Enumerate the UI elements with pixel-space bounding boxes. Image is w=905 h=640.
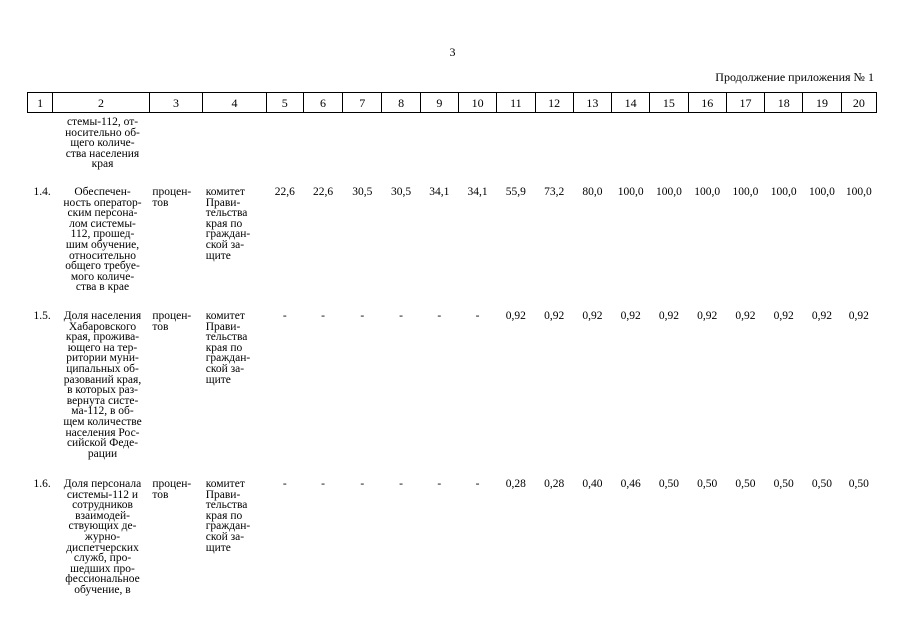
value-cell-col-16: 100,0: [694, 186, 721, 198]
value-cell-col-10: -: [475, 310, 480, 322]
column-header-19: 19: [803, 93, 841, 113]
value-cell-col-9: -: [437, 310, 442, 322]
unit-cell: процен- тов: [152, 186, 192, 209]
value-cell-col-10: -: [475, 478, 480, 490]
column-header-3: 3: [149, 93, 202, 113]
indicator-name-cell: Доля населения Хабаровского края, прожива- ющего на тер- ритории муни- ципальных об- разований края, в которых раз- вернута систе- ма-112, в об- щем количестве населения Рос- сийской Феде- рации: [63, 310, 142, 460]
value-cell-col-6: 22,6: [312, 186, 334, 198]
row-index-cell: [28, 113, 53, 188]
value-cell-col-15: 0,92: [658, 310, 679, 322]
column-header-20: 20: [841, 93, 876, 113]
column-header-1: 1: [28, 93, 53, 113]
column-header-8: 8: [382, 93, 420, 113]
value-cell-col-5: 22,6: [274, 186, 295, 198]
value-cell-col-16: 0,92: [697, 310, 718, 322]
table-row: [28, 187, 877, 311]
page-number: 3: [449, 45, 456, 59]
responsible-cell: комитет Прави- тельства края по граждан- ской за- щите: [205, 310, 251, 386]
value-cell-col-20: 0,92: [848, 310, 869, 322]
value-cell-col-15: 0,50: [658, 478, 679, 490]
value-cell-col-7: 30,5: [352, 186, 373, 198]
value-cell-col-5: -: [282, 310, 287, 322]
column-header-18: 18: [765, 93, 803, 113]
value-cell-col-14: 0,92: [620, 310, 641, 322]
value-cell-col-18: 0,92: [773, 310, 794, 322]
column-header-2: 2: [53, 93, 150, 113]
column-header-10: 10: [458, 93, 496, 113]
row-index-cell: 1.6.: [33, 478, 51, 490]
table-row: [28, 479, 877, 604]
value-cell-col-6: -: [321, 310, 325, 322]
column-header-5: 5: [266, 93, 303, 113]
value-cell-col-19: 100,0: [809, 186, 835, 198]
column-number-header-row: [28, 93, 877, 113]
value-cell-col-17: 0,92: [735, 310, 756, 322]
indicator-name-cell: Доля персонала системы-112 и сотрудников взаимодей- ствующих де- журно- диспетчерских служб, про- шедших про- фессиональное обучение, в: [63, 478, 142, 596]
unit-cell: процен- тов: [152, 478, 192, 501]
unit-cell: процен- тов: [152, 310, 192, 333]
indicator-name-cell: Обеспечен- ность оператор- ским персона- лом системы- 112, прошед- шим обучение, относительно общего требуе- мого количе- ства в крае: [63, 186, 142, 294]
value-cell-col-20: 0,50: [848, 478, 869, 490]
value-cell-col-20: 100,0: [845, 186, 872, 198]
value-cell-col-14: 100,0: [617, 186, 644, 198]
value-cell-col-7: -: [360, 310, 365, 322]
value-cell-col-15: 100,0: [655, 186, 682, 198]
value-cell-col-11: 0,92: [505, 310, 526, 322]
value-cell-col-17: 100,0: [732, 186, 759, 198]
column-header-14: 14: [612, 93, 650, 113]
value-cell-col-11: 55,9: [505, 186, 526, 198]
table-row-continued: [28, 113, 877, 188]
column-header-12: 12: [535, 93, 573, 113]
column-header-6: 6: [303, 93, 342, 113]
column-header-7: 7: [343, 93, 382, 113]
indicators-table: [27, 92, 877, 604]
value-cell-col-13: 0,40: [582, 478, 603, 490]
indicator-name-cell: стемы-112, от- носительно об- щего количе- ства населения края: [65, 116, 140, 171]
value-cell-col-13: 80,0: [582, 186, 603, 198]
row-index-cell: 1.4.: [33, 186, 51, 198]
value-cell-col-18: 0,50: [773, 478, 794, 490]
column-header-4: 4: [203, 93, 266, 113]
row-index-cell: 1.5.: [33, 310, 51, 322]
column-header-9: 9: [420, 93, 458, 113]
value-cell-col-11: 0,28: [505, 478, 526, 490]
value-cell-col-8: 30,5: [391, 186, 412, 198]
column-header-15: 15: [650, 93, 688, 113]
value-cell-col-6: -: [321, 478, 325, 490]
value-cell-col-10: 34,1: [467, 186, 488, 198]
value-cell-col-9: 34,1: [429, 186, 450, 198]
value-cell-col-5: -: [282, 478, 287, 490]
value-cell-col-19: 0,92: [811, 310, 833, 322]
value-cell-col-12: 0,92: [544, 310, 565, 322]
table-row: [28, 311, 877, 479]
value-cell-col-7: -: [360, 478, 365, 490]
column-header-16: 16: [688, 93, 726, 113]
responsible-cell: комитет Прави- тельства края по граждан- ской за- щите: [205, 186, 251, 262]
appendix-continuation-label: Продолжение приложения № 1: [715, 70, 874, 84]
column-header-13: 13: [573, 93, 611, 113]
value-cell-col-9: -: [437, 478, 442, 490]
column-header-17: 17: [726, 93, 764, 113]
value-cell-col-19: 0,50: [811, 478, 833, 490]
value-cell-col-16: 0,50: [697, 478, 718, 490]
value-cell-col-14: 0,46: [620, 478, 641, 490]
empty-cell: [149, 113, 876, 188]
value-cell-col-8: -: [399, 478, 403, 490]
value-cell-col-18: 100,0: [770, 186, 797, 198]
value-cell-col-8: -: [399, 310, 403, 322]
value-cell-col-12: 73,2: [544, 186, 565, 198]
value-cell-col-17: 0,50: [735, 478, 756, 490]
column-header-11: 11: [497, 93, 535, 113]
value-cell-col-13: 0,92: [582, 310, 603, 322]
responsible-cell: комитет Прави- тельства края по граждан- ской за- щите: [205, 478, 251, 554]
value-cell-col-12: 0,28: [544, 478, 565, 490]
